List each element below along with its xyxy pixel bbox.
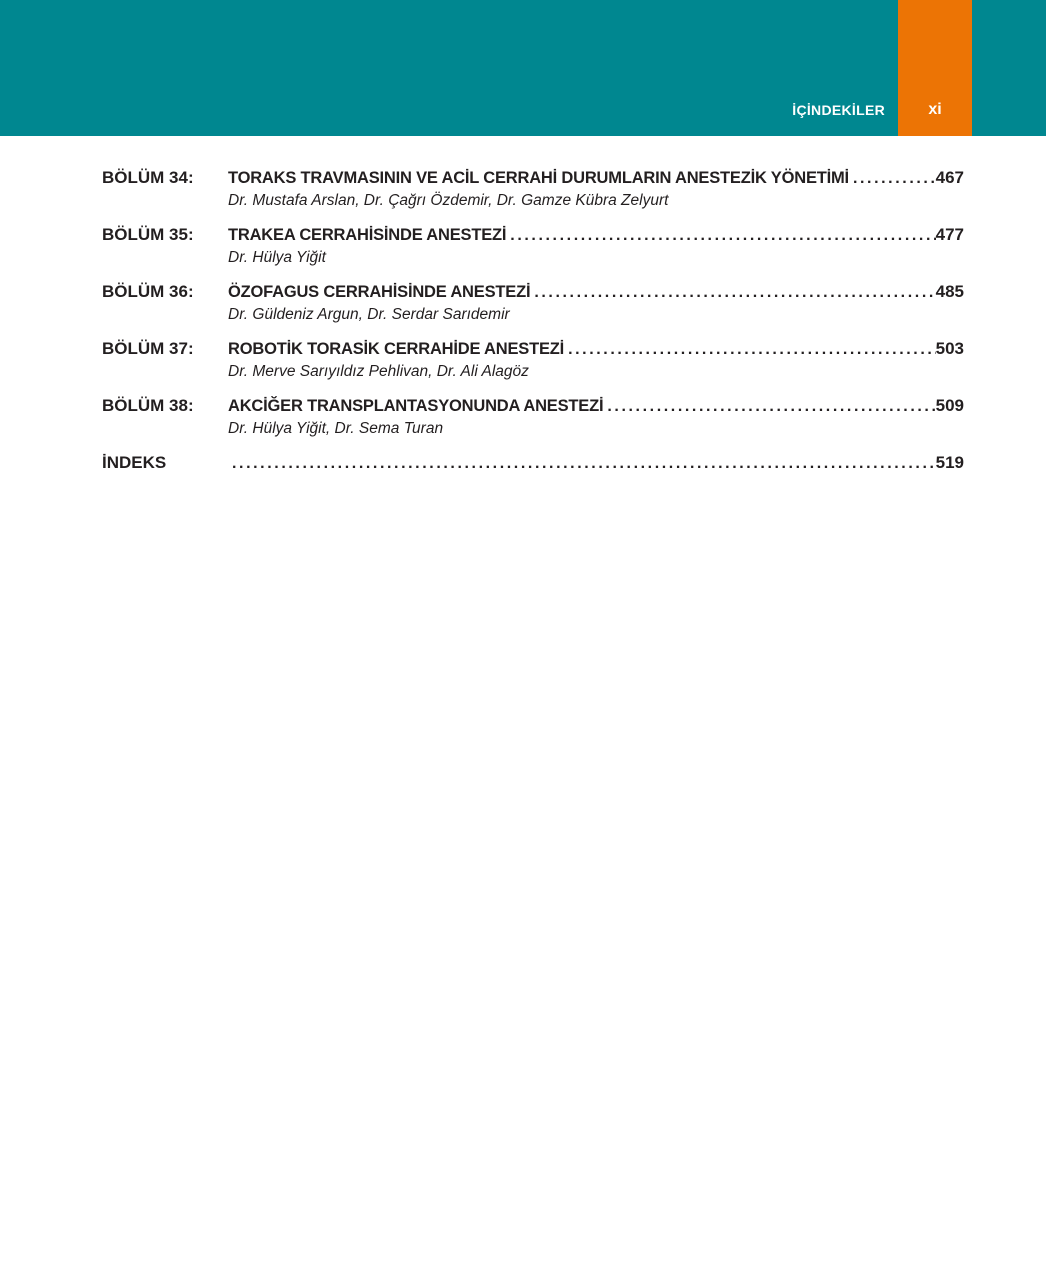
chapter-label: BÖLÜM 34:: [102, 168, 194, 187]
chapter-label: BÖLÜM 35:: [102, 225, 194, 244]
header-band: [0, 0, 1046, 136]
chapter-authors: Dr. Mustafa Arslan, Dr. Çağrı Özdemir, Dr. Gamze Kübra Zelyurt: [228, 192, 669, 209]
toc-entry-36[interactable]: [102, 282, 964, 326]
dot-leader: [849, 170, 936, 188]
toc-entry-35[interactable]: [102, 225, 964, 269]
chapter-label: BÖLÜM 38:: [102, 396, 194, 415]
dot-leader: [228, 455, 936, 473]
toc-entry-index[interactable]: [102, 453, 964, 475]
chapter-authors: Dr. Güldeniz Argun, Dr. Serdar Sarıdemir: [228, 306, 510, 323]
chapter-page-number: 477: [935, 225, 964, 244]
chapter-title: ÖZOFAGUS CERRAHİSİNDE ANESTEZİ: [228, 283, 531, 301]
dot-leader: [564, 341, 936, 359]
chapter-page-number: 503: [935, 339, 964, 358]
chapter-title: TORAKS TRAVMASININ VE ACİL CERRAHİ DURUMLARIN ANESTEZİK YÖNETİMİ: [228, 169, 849, 187]
chapter-authors: Dr. Merve Sarıyıldız Pehlivan, Dr. Ali Alagöz: [228, 363, 529, 380]
chapter-title: ROBOTİK TORASİK CERRAHİDE ANESTEZİ: [228, 340, 565, 358]
toc-entry-37[interactable]: [102, 339, 964, 383]
chapter-label: BÖLÜM 36:: [102, 282, 194, 301]
chapter-title: AKCİĞER TRANSPLANTASYONUNDA ANESTEZİ: [228, 397, 604, 415]
chapter-label: BÖLÜM 37:: [102, 339, 194, 358]
dot-leader: [506, 227, 935, 245]
dot-leader: [603, 398, 935, 416]
chapter-page-number: 509: [935, 396, 964, 415]
index-label: İNDEKS: [102, 453, 167, 472]
page-number-tab: [898, 0, 972, 136]
chapter-authors: Dr. Hülya Yiğit: [228, 249, 326, 266]
toc-entry-34[interactable]: [102, 168, 964, 212]
chapter-title: TRAKEA CERRAHİSİNDE ANESTEZİ: [228, 226, 507, 244]
toc-entry-38[interactable]: [102, 396, 964, 440]
dot-leader: [530, 284, 935, 302]
index-page-number: 519: [935, 453, 964, 472]
table-of-contents: [102, 168, 964, 488]
page-number: xi: [928, 101, 942, 118]
chapter-page-number: 467: [935, 168, 964, 187]
chapter-authors: Dr. Hülya Yiğit, Dr. Sema Turan: [228, 420, 444, 437]
running-header-title: İÇİNDEKİLER: [792, 102, 885, 118]
chapter-page-number: 485: [935, 282, 964, 301]
